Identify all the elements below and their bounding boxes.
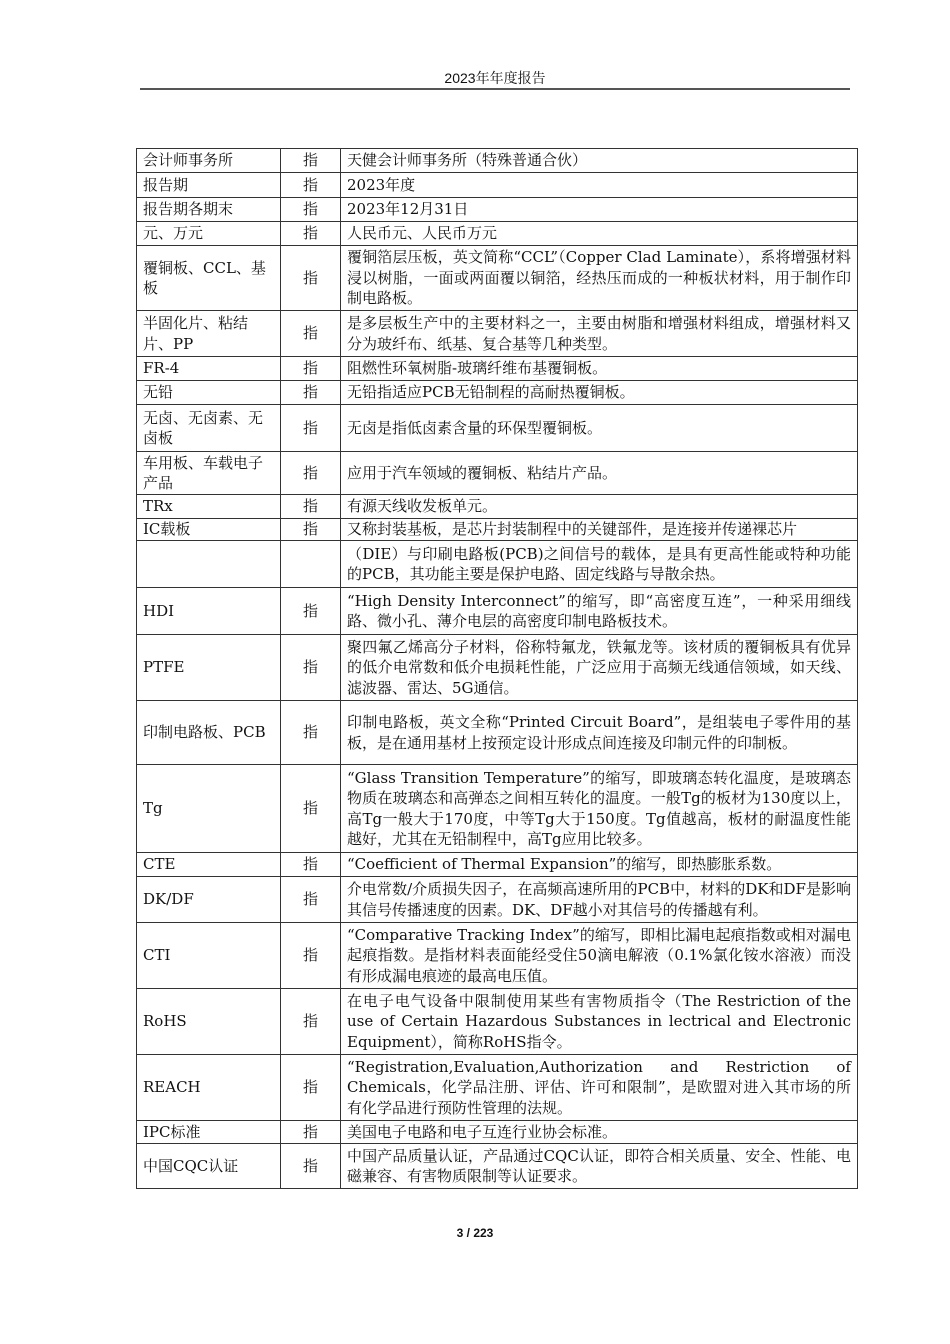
term-cell: 覆铜板、CCL、基板 — [137, 246, 281, 311]
table-row — [137, 1144, 858, 1189]
table-row — [137, 198, 858, 222]
table-row — [137, 222, 858, 246]
term-cell: IC载板 — [137, 519, 281, 541]
table-row — [137, 765, 858, 853]
table-row — [137, 1055, 858, 1121]
term-cell: 车用板、车载电子产品 — [137, 452, 281, 495]
definition-cell: “Coefficient of Thermal Expansion”的缩写，即热膨胀系数。 — [341, 853, 858, 877]
definition-cell: 应用于汽车领域的覆铜板、粘结片产品。 — [341, 452, 858, 495]
table-row — [137, 853, 858, 877]
page-number: 3 / 223 — [456, 1226, 494, 1240]
refers-cell: 指 — [281, 173, 341, 198]
definition-cell: 2023年12月31日 — [341, 198, 858, 222]
refers-cell: 指 — [281, 311, 341, 357]
refers-cell: 指 — [281, 989, 341, 1055]
table-row — [137, 381, 858, 405]
refers-cell: 指 — [281, 701, 341, 765]
table-row — [137, 173, 858, 198]
table-row — [137, 149, 858, 173]
table-row — [137, 923, 858, 989]
definition-cell: 介电常数/介质损失因子，在高频高速所用的PCB中，材料的DK和DF是影响其信号传播速度的因素。DK、DF越小对其信号的传播越有利。 — [341, 877, 858, 923]
refers-cell: 指 — [281, 357, 341, 381]
definition-cell: 美国电子电路和电子互连行业协会标准。 — [341, 1121, 858, 1144]
table-row — [137, 519, 858, 541]
definition-cell: 有源天线收发板单元。 — [341, 495, 858, 519]
term-cell: 半固化片、粘结片、PP — [137, 311, 281, 357]
definition-cell: “Registration,Evaluation,Authorization and Restriction of Chemicals，化学品注册、评估、许可和限制”，是欧盟对进入其市场的所有化学品进行预防性管理的法规。 — [341, 1055, 858, 1121]
refers-cell: 指 — [281, 1055, 341, 1121]
table-row — [137, 357, 858, 381]
term-cell: Tg — [137, 765, 281, 853]
term-cell: HDI — [137, 588, 281, 635]
term-cell: 报告期 — [137, 173, 281, 198]
table-row — [137, 405, 858, 452]
term-cell: IPC标准 — [137, 1121, 281, 1144]
table-row — [137, 701, 858, 765]
refers-cell: 指 — [281, 495, 341, 519]
definition-cell: 覆铜箔层压板，英文简称“CCL”（Copper Clad Laminate），系将增强材料浸以树脂，一面或两面覆以铜箔，经热压而成的一种板状材料，用于制作印制电路板。 — [341, 246, 858, 311]
refers-cell: 指 — [281, 877, 341, 923]
term-cell: 元、万元 — [137, 222, 281, 246]
refers-cell: 指 — [281, 381, 341, 405]
refers-cell: 指 — [281, 405, 341, 452]
term-cell: PTFE — [137, 635, 281, 701]
definition-cell: （DIE）与印刷电路板(PCB)之间信号的载体，是具有更高性能或特种功能的PCB，其功能主要是保护电路、固定线路与导散余热。 — [341, 541, 858, 588]
refers-cell: 指 — [281, 149, 341, 173]
refers-cell: 指 — [281, 635, 341, 701]
table-row — [137, 635, 858, 701]
definition-cell: 无卤是指低卤素含量的环保型覆铜板。 — [341, 405, 858, 452]
definition-cell: 人民币元、人民币万元 — [341, 222, 858, 246]
term-cell: CTI — [137, 923, 281, 989]
definitions-table — [136, 148, 858, 1189]
term-cell: FR-4 — [137, 357, 281, 381]
definition-cell: 阻燃性环氧树脂-玻璃纤维布基覆铜板。 — [341, 357, 858, 381]
definition-cell: 印制电路板，英文全称“Printed Circuit Board”，是组装电子零件用的基板，是在通用基材上按预定设计形成点间连接及印制元件的印制板。 — [341, 701, 858, 765]
term-cell: DK/DF — [137, 877, 281, 923]
term-cell: RoHS — [137, 989, 281, 1055]
refers-cell: 指 — [281, 923, 341, 989]
refers-cell: 指 — [281, 246, 341, 311]
term-cell: 报告期各期末 — [137, 198, 281, 222]
definition-cell: 2023年度 — [341, 173, 858, 198]
definition-cell: 无铅指适应PCB无铅制程的高耐热覆铜板。 — [341, 381, 858, 405]
refers-cell: 指 — [281, 222, 341, 246]
term-cell: 无铅 — [137, 381, 281, 405]
term-cell: 无卤、无卤素、无卤板 — [137, 405, 281, 452]
term-cell: REACH — [137, 1055, 281, 1121]
table-row — [137, 452, 858, 495]
table-row — [137, 989, 858, 1055]
term-cell: 中国CQC认证 — [137, 1144, 281, 1189]
header-divider — [140, 88, 850, 90]
definition-cell: 是多层板生产中的主要材料之一，主要由树脂和增强材料组成，增强材料又分为玻纤布、纸基、复合基等几种类型。 — [341, 311, 858, 357]
definition-cell: “Glass Transition Temperature”的缩写，即玻璃态转化温度，是玻璃态物质在玻璃态和高弹态之间相互转化的温度。一般Tg的板材为130度以上，高Tg一般大于170度，中等Tg大于150度。Tg值越高，板材的耐温度性能越好，尤其在无铅制程中，高Tg应用比较多。 — [341, 765, 858, 853]
definition-cell: “Comparative Tracking Index”的缩写，即相比漏电起痕指数或相对漏电起痕指数。是指材料表面能经受住50滴电解液（0.1%氯化铵水溶液）而没有形成漏电痕迹的最高电压值。 — [341, 923, 858, 989]
page-header: 2023年年度报告 — [444, 70, 546, 86]
definition-cell: 在电子电气设备中限制使用某些有害物质指令（The Restriction of the use of Certain Hazardous Substances in lectrical and Electronic Equipment），简称RoHS指令。 — [341, 989, 858, 1055]
table-row — [137, 877, 858, 923]
definition-cell: 又称封装基板，是芯片封装制程中的关键部件，是连接并传递裸芯片 — [341, 519, 858, 541]
table-row — [137, 311, 858, 357]
term-cell: CTE — [137, 853, 281, 877]
definition-cell: “High Density Interconnect”的缩写，即“高密度互连”，一种采用细线路、微小孔、薄介电层的高密度印制电路板技术。 — [341, 588, 858, 635]
refers-cell: 指 — [281, 198, 341, 222]
refers-cell: 指 — [281, 588, 341, 635]
definition-cell: 中国产品质量认证，产品通过CQC认证，即符合相关质量、安全、性能、电磁兼容、有害物质限制等认证要求。 — [341, 1144, 858, 1189]
table-row — [137, 588, 858, 635]
table-row — [137, 1121, 858, 1144]
definition-cell: 天健会计师事务所（特殊普通合伙） — [341, 149, 858, 173]
table-row — [137, 541, 858, 588]
refers-cell: 指 — [281, 1144, 341, 1189]
term-cell: TRx — [137, 495, 281, 519]
term-cell: 印制电路板、PCB — [137, 701, 281, 765]
definition-cell: 聚四氟乙烯高分子材料，俗称特氟龙，铁氟龙等。该材质的覆铜板具有优异的低介电常数和低介电损耗性能，广泛应用于高频无线通信领域，如天线、滤波器、雷达、5G通信。 — [341, 635, 858, 701]
refers-cell — [281, 541, 341, 588]
refers-cell: 指 — [281, 1121, 341, 1144]
refers-cell: 指 — [281, 519, 341, 541]
refers-cell: 指 — [281, 853, 341, 877]
refers-cell: 指 — [281, 452, 341, 495]
term-cell — [137, 541, 281, 588]
table-row — [137, 495, 858, 519]
term-cell: 会计师事务所 — [137, 149, 281, 173]
table-row — [137, 246, 858, 311]
refers-cell: 指 — [281, 765, 341, 853]
